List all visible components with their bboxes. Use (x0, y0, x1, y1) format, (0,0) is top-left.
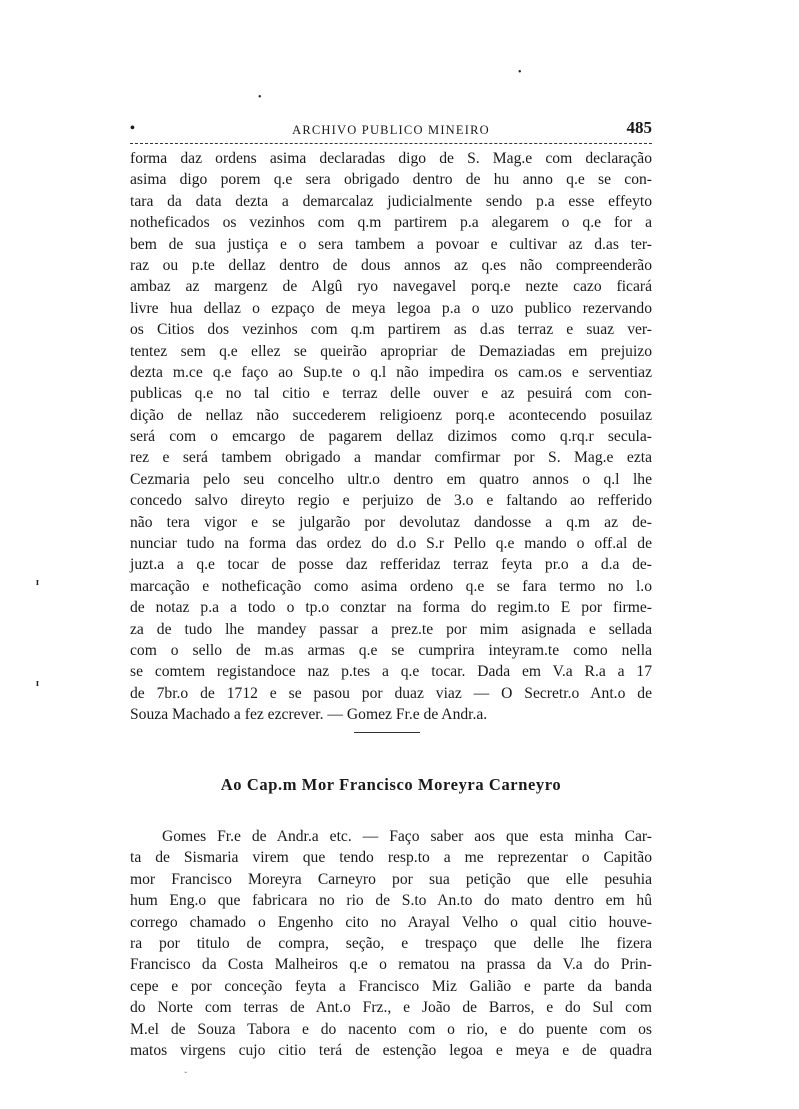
paragraph-2 (130, 826, 652, 1061)
text-line: Gomes Fr.e de Andr.a etc. — Faço saber aos que esta minha Car- (162, 828, 652, 845)
text-line: forma daz ordens asima declaradas digo de S. Mag.e com declaração (130, 150, 652, 167)
text-line: publicas q.e no tal citio e terraz delle ouver e az pesuirá com con- (130, 385, 652, 403)
text-line: Cezmaria pelo seu concelho ultr.o dentro em quatro annos o q.l lhe (130, 470, 652, 488)
text-line: Francisco da Costa Malheiros q.e o rematou na prassa da V.a do Prin- (130, 956, 652, 974)
text-line: ambaz az margenz de Algû ryo navegavel porq.e nezte cazo ficará (130, 278, 652, 296)
text-line: de notaz p.a a todo o tp.o conztar na forma do regim.to E por firme- (130, 599, 652, 617)
text-line: será com o emcargo de pagarem dellaz dizimos como q.rq.r secula- (130, 428, 652, 446)
text-line: dezta m.ce q.e faço ao Sup.te o q.l não impedira os cam.os e serventiaz (130, 363, 652, 381)
text-line: juzt.a a q.e tocar de posse daz refferidaz terraz feyta pr.o a d.a de- (130, 556, 652, 574)
section-title: Ao Cap.m Mor Francisco Moreyra Carneyro (220, 775, 562, 794)
text-line: marcação e notheficação como asima ordeno q.e se fara termo no l.o (130, 577, 652, 595)
text-line: matos virgens cujo citio terá de estenção legoa e meya e de quadra (130, 1041, 652, 1059)
text-line: tara da data dezta a demarcalaz judicialmente sendo p.a esse effeyto (130, 192, 652, 210)
text-line: M.el de Souza Tabora e do nacento com o rio, e do puente com os (130, 1020, 652, 1038)
text-line: mor Francisco Moreyra Carneyro por sua petição que elle pesuhia (130, 870, 652, 888)
text-line: do Norte com terras de Ant.o Frz., e João de Barros, e do Sul com (130, 999, 652, 1017)
text-line: dição de nellaz não succederem religioenz porq.e acontecendo posuilaz (130, 406, 652, 424)
text-line: concedo salvo direyto regio e perjuizo de 3.o e faltando ao refferido (130, 492, 652, 510)
text-line: za de tudo lhe mandey passar a prez.te por mim asignada e sellada (130, 620, 652, 638)
text-line: raz ou p.te dellaz dentro de dous annos az q.es não compreenderão (130, 256, 652, 274)
page-number: 485 (626, 118, 652, 137)
text-line: Souza Machado a fez ezcrever. — Gomez Fr.e de Andr.a. (130, 706, 488, 724)
text-line: hum Eng.o que fabricara no rio de S.to An.to do mato dentro em hû (130, 892, 652, 910)
text-line: nunciar tudo na forma das ordez do d.o S.r Pello q.e mando o off.al de (130, 535, 652, 553)
text-line: livre hua dellaz o ezpaço de meya legoa p.a o uzo publico rezervando (130, 299, 652, 317)
text-line: ta de Sismaria virem que tendo resp.to a me reprezentar o Capitão (130, 849, 652, 867)
text-line: cepe e por conceção feyta a Francisco Miz Galião e parte da banda (130, 977, 652, 995)
paragraph-1 (130, 148, 652, 726)
scan-speck: ˇ (184, 1071, 188, 1082)
text-line: se comtem registandoce naz p.tes a q.e tocar. Dada em V.a R.a a 17 (130, 663, 652, 681)
text-line: tentez sem q.e ellez se queirão apropriar de Demaziadas em prejuizo (130, 342, 652, 360)
scan-speck: • (518, 67, 522, 78)
text-line: com o sello de m.as armas q.e se cumprira inteyram.te como nella (130, 641, 652, 659)
scan-speck: ɪ (36, 678, 39, 689)
section-divider (354, 732, 420, 733)
text-line: asima digo porem q.e sera obrigado dentro de hu anno q.e se con- (130, 171, 652, 189)
text-line: corrego chamado o Engenho cito no Arayal Velho o qual citio houve- (130, 913, 652, 931)
header-bullet-icon: • (130, 121, 135, 136)
page-header (130, 118, 652, 140)
scan-speck: • (258, 92, 262, 103)
text-line: não tera vigor e se julgarão por devolutaz dandosse a q.m az de- (130, 513, 652, 531)
text-line: rez e será tambem obrigado a mandar comfirmar por S. Mag.e ezta (130, 449, 652, 467)
scan-speck: ɪ (36, 577, 39, 588)
running-title: ARCHIVO PUBLICO MINEIRO (292, 123, 490, 137)
text-line: os Citios dos vezinhos com q.m partirem as d.as terraz e suaz ver- (130, 321, 652, 339)
text-line: bem de sua justiça e o sera tambem a povoar e cultivar az d.as ter- (130, 235, 652, 253)
text-line: notheficados os vezinhos com q.m partirem p.a alegarem o q.e for a (130, 214, 652, 232)
header-rule (130, 143, 652, 144)
text-line: ra por titulo de compra, seção, e trespaço que delle lhe fizera (130, 934, 652, 952)
text-line: de 7br.o de 1712 e se pasou por duaz viaz — O Secretr.o Ant.o de (130, 684, 652, 702)
